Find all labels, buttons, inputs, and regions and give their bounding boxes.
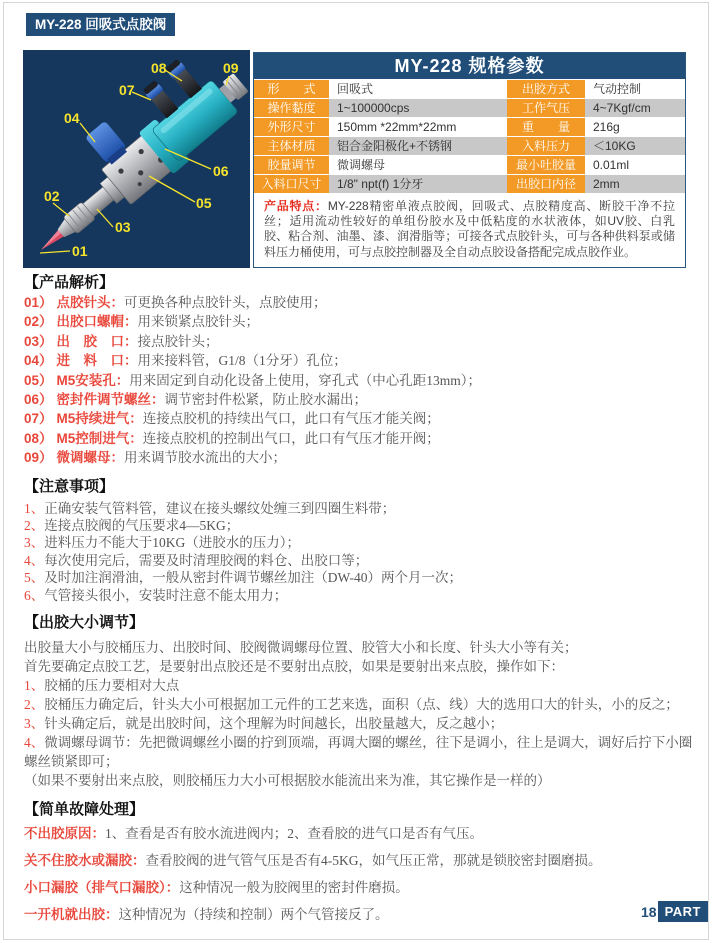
item-number: 4、 <box>24 552 45 568</box>
item-term: 进 料 口： <box>56 353 138 369</box>
note-text: 连接点胶阀的气压要求4—5KG； <box>44 518 240 534</box>
item-number: 1、 <box>24 678 45 694</box>
adjust-text: 胶桶的压力要相对大点 <box>44 678 180 694</box>
adjust-text: 针头确定后，就是出胶时间，这个理解为时间越长，出胶量越大，反之越小； <box>44 716 504 732</box>
spec-row <box>254 156 685 174</box>
photo-label-06: 06 <box>213 163 229 179</box>
item-number: 5、 <box>24 570 45 586</box>
adjust-text: 出胶量大小与胶桶压力、出胶时间、胶阀微调螺母位置、胶管大小和长度、针头大小等有关； <box>24 640 578 656</box>
analysis-item <box>24 448 702 467</box>
fault-text: 1、查看是否有胶水流进阀内；2、查看胶的进气口是否有气压。 <box>105 826 483 842</box>
features-text: MY-228精密单液点胶阀，回吸式、点胶精度高、断胶干净不拉丝；适用流动性较好的单组份胶水及中低粘度的水状液体，如UV胶、白乳胶、粘合剂、油墨、漆、润滑脂等；可接各式点胶针头，可与各种供料泵或储料压力桶使用，可与点胶控制器及全自动点胶设备搭配完成点胶作业。 <box>264 199 675 259</box>
spec-row <box>254 80 685 98</box>
item-number: 1、 <box>24 500 45 516</box>
analysis-item <box>24 390 702 409</box>
note-item <box>24 534 702 551</box>
features-label: 产品特点： <box>264 199 328 213</box>
photo-label-09: 09 <box>223 60 239 76</box>
item-number: 4、 <box>24 735 45 751</box>
spec-row <box>254 175 685 193</box>
item-term: M5安装孔： <box>56 372 130 388</box>
section-heading-notes: 【注意事项】 <box>24 477 115 495</box>
item-number: 01） <box>24 295 53 310</box>
item-number: 06） <box>24 392 53 408</box>
item-number: 6、 <box>24 587 45 603</box>
page-footer <box>641 901 708 922</box>
section-heading-adjust: 【出胶大小调节】 <box>24 614 145 632</box>
item-desc: 连接点胶机的控制出气口，此口有气压才能开阀； <box>142 430 440 446</box>
analysis-item <box>24 429 702 448</box>
item-number: 04） <box>24 353 53 369</box>
adjust-line <box>24 638 702 657</box>
spec-label: 重 量 <box>507 118 585 136</box>
item-desc: 调节密封件松紧，防止胶水漏出； <box>164 392 368 408</box>
spec-value: 150mm *22mm*22mm <box>337 120 457 134</box>
item-term: 出胶口螺帽： <box>56 314 138 330</box>
spec-label: 工作气压 <box>507 99 585 117</box>
note-text: 进料压力不能大于10KG（进胶水的压力）； <box>44 535 300 551</box>
valve-illustration <box>23 50 250 268</box>
item-number: 3、 <box>24 535 45 551</box>
photo-label-05: 05 <box>196 195 212 211</box>
note-item <box>24 500 702 517</box>
spec-value: 铝合金阳极化+不锈钢 <box>337 139 453 153</box>
item-term: M5控制进气： <box>56 430 143 446</box>
photo-label-08: 08 <box>151 60 167 76</box>
features-box <box>254 193 685 260</box>
item-desc: 可更换各种点胶针头，点胶使用； <box>124 295 327 310</box>
photo-label-04: 04 <box>64 110 80 126</box>
note-item <box>24 569 702 586</box>
spec-value: 4~7Kgf/cm <box>593 101 651 115</box>
spec-label: 操作黏度 <box>254 99 329 117</box>
spec-value: ＜10KG <box>593 139 636 153</box>
note-text: 正确安装气管料管，建议在接头螺纹处缠三到四圈生料带； <box>44 500 396 516</box>
adjust-line <box>24 657 702 676</box>
item-desc: 接点胶针头； <box>137 333 219 349</box>
spec-value: 0.01ml <box>593 158 630 172</box>
adjust-line <box>24 714 702 733</box>
item-term: M5持续进气： <box>56 411 143 427</box>
part-badge: PART <box>658 901 708 922</box>
adjust-line <box>24 733 702 771</box>
item-desc: 用来调节胶水流出的大小； <box>124 450 287 466</box>
adjust-line <box>24 695 702 714</box>
adjust-text: （如果不要射出来点胶，则胶桶压力大小可根据胶水能流出来为准，其它操作是一样的） <box>24 773 551 789</box>
item-desc: 用来固定到自动化设备上使用，穿孔式（中心孔距13mm）； <box>129 372 482 388</box>
item-term: 密封件调节螺丝： <box>56 392 165 408</box>
fault-term: 小口漏胶（排气口漏胶）： <box>24 880 180 896</box>
spec-label: 入料口尺寸 <box>254 175 329 193</box>
spec-row <box>254 118 685 136</box>
spec-label: 出胶口内径 <box>507 175 585 193</box>
spec-panel <box>253 52 686 268</box>
item-number: 07） <box>24 411 53 427</box>
section-heading-analysis: 【产品解析】 <box>24 274 115 291</box>
analysis-item <box>24 351 702 370</box>
adjust-line <box>24 771 702 790</box>
item-desc: 用来接料管，G1/8（1分牙）孔位； <box>137 353 347 369</box>
spec-label: 出胶方式 <box>507 80 585 98</box>
fault-item <box>24 853 702 869</box>
spec-label: 外形尺寸 <box>254 118 329 136</box>
fault-item <box>24 907 702 923</box>
analysis-item <box>24 371 702 390</box>
photo-label-07: 07 <box>119 82 135 98</box>
fault-item <box>24 826 702 842</box>
spec-label: 胶量调节 <box>254 156 329 174</box>
item-number: 05） <box>24 372 53 388</box>
item-number: 08） <box>24 430 53 446</box>
spec-value: 216g <box>593 120 620 134</box>
fault-term: 一开机就出胶： <box>24 907 119 923</box>
main-content <box>24 273 702 934</box>
item-number: 2、 <box>24 518 45 534</box>
spec-value: 2mm <box>593 177 620 191</box>
adjust-text: 胶桶压力确定后，针头大小可根据加工元件的工艺来选，面积（点、线）大的选用口大的针头，小的反之； <box>44 697 679 713</box>
spec-value: 1/8" npt(f) 1分牙 <box>337 177 424 191</box>
item-number: 09） <box>24 450 53 466</box>
spec-label: 入料压力 <box>507 137 585 155</box>
analysis-item <box>24 409 702 428</box>
spec-value: 回吸式 <box>337 82 374 96</box>
fault-term: 关不住胶水或漏胶： <box>24 853 146 869</box>
item-term: 点胶针头： <box>56 295 125 310</box>
analysis-item <box>24 332 702 351</box>
note-item <box>24 552 702 569</box>
fault-term: 不出胶原因： <box>24 826 105 842</box>
adjust-text: 首先要确定点胶工艺，是要射出点胶还是不要射出点胶，如果是要射出来点胶，操作如下： <box>24 659 564 675</box>
spec-value: 微调螺母 <box>337 158 386 172</box>
note-text: 及时加注润滑油，一般从密封件调节螺丝加注（DW-40）两个月一次； <box>44 570 462 586</box>
spec-value: 气动控制 <box>593 82 642 96</box>
note-text: 气管接头很小，安装时注意不能太用力； <box>44 587 288 603</box>
adjust-text: 微调螺母调节：先把微调螺丝小圈的拧到顶端，再调大圈的螺丝，往下是调小，往上是调大，调好后拧下小圈螺丝锁紧即可； <box>24 735 693 770</box>
note-item <box>24 587 702 604</box>
analysis-item <box>24 312 702 331</box>
adjust-line <box>24 676 702 695</box>
item-number: 03） <box>24 333 53 349</box>
section-heading-faults: 【简单故障处理】 <box>24 801 145 819</box>
note-item <box>24 517 702 534</box>
fault-text: 这种情况一般为胶阀里的密封件磨损。 <box>179 880 409 896</box>
item-number: 2、 <box>24 697 45 713</box>
spec-label: 形 式 <box>254 80 329 98</box>
spec-row <box>254 137 685 155</box>
page-title-badge: MY-228 回吸式点胶阀 <box>26 13 175 36</box>
fault-text: 这种情况为（持续和控制）两个气管接反了。 <box>118 907 389 923</box>
item-desc: 连接点胶机的持续出气口，此口有气压才能关阀； <box>142 411 440 427</box>
spec-row <box>254 99 685 117</box>
item-desc: 用来锁紧点胶针头； <box>137 314 260 330</box>
photo-label-03: 03 <box>115 219 131 235</box>
product-photo <box>23 50 250 268</box>
item-term: 出 胶 口： <box>56 333 138 349</box>
fault-text: 查看胶阀的进气管气压是否有4-5KG，如气压正常，那就是锁胶密封圈磨损。 <box>145 853 602 869</box>
item-number: 02） <box>24 314 53 330</box>
spec-label: 主体材质 <box>254 137 329 155</box>
spec-label: 最小吐胶量 <box>507 156 585 174</box>
photo-label-01: 01 <box>72 243 88 259</box>
fault-item <box>24 880 702 896</box>
photo-label-02: 02 <box>44 188 60 204</box>
page-number: 18 <box>640 903 657 920</box>
item-term: 微调螺母： <box>56 450 125 466</box>
spec-title: MY-228 规格参数 <box>254 53 685 79</box>
item-number: 3、 <box>24 716 45 732</box>
analysis-item <box>24 293 702 312</box>
spec-value: 1~100000cps <box>337 101 410 115</box>
note-text: 每次使用完后，需要及时清理胶阀的料仓、出胶口等； <box>44 552 369 568</box>
